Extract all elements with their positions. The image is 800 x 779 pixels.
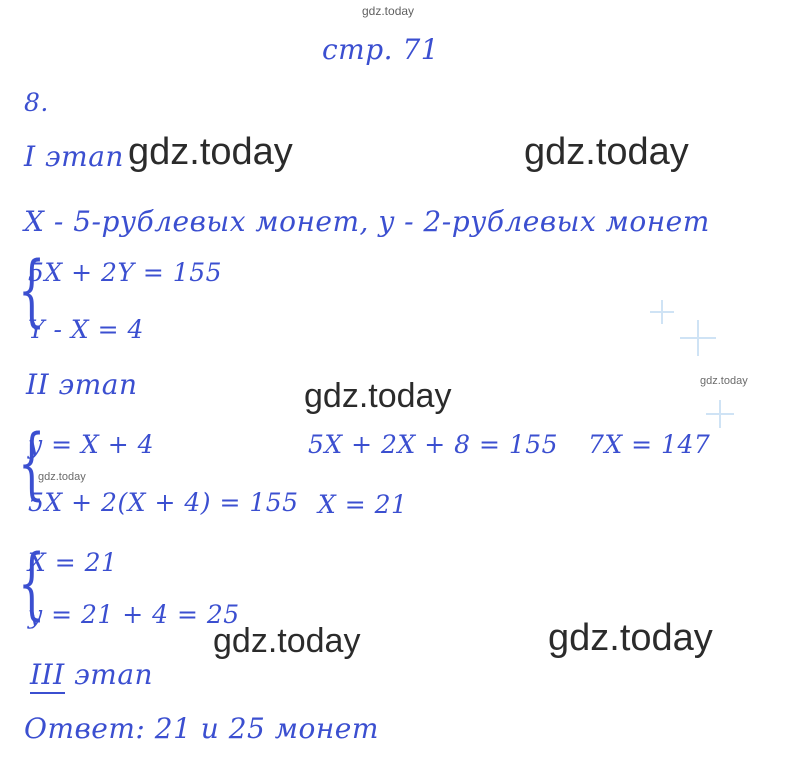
page-label: стр. 71 bbox=[322, 33, 440, 66]
stage-2-work-step: X = 21 bbox=[318, 490, 408, 519]
stage-2-equation: y = X + 4 bbox=[28, 430, 155, 459]
decorative-plus-icon bbox=[706, 400, 734, 428]
stage-1-declaration: X - 5-рублевых монет, y - 2-рублевых монет bbox=[24, 205, 710, 238]
watermark: gdz.today bbox=[213, 622, 361, 660]
stage-1-equation: 5X + 2Y = 155 bbox=[28, 258, 223, 287]
stage-3-roman-numeral: III bbox=[30, 658, 65, 694]
watermark: gdz.today bbox=[524, 131, 689, 173]
decorative-plus-icon bbox=[680, 320, 716, 356]
watermark: gdz.today bbox=[548, 617, 713, 659]
stage-2-title: II этап bbox=[26, 368, 138, 401]
watermark: gdz.today bbox=[304, 377, 452, 415]
stage-2-result: X = 21 bbox=[28, 548, 118, 577]
stage-2-work-step: 5X + 2X + 8 = 155 bbox=[308, 430, 559, 459]
system-brace: { bbox=[18, 246, 46, 336]
stage-2-work-step: 7X = 147 bbox=[588, 430, 711, 459]
stage-2-equation: 5X + 2(X + 4) = 155 bbox=[28, 488, 299, 517]
watermark: gdz.today bbox=[38, 471, 86, 483]
task-number: 8. bbox=[24, 88, 49, 117]
stage-1-title: I этап bbox=[24, 140, 124, 173]
decorative-plus-icon bbox=[650, 300, 674, 324]
watermark: gdz.today bbox=[700, 375, 748, 387]
system-brace: { bbox=[18, 539, 46, 629]
watermark: gdz.today bbox=[128, 131, 293, 173]
system-brace: { bbox=[18, 419, 46, 509]
stage-2-result: y = 21 + 4 = 25 bbox=[28, 600, 240, 629]
watermark: gdz.today bbox=[362, 4, 415, 18]
final-answer: Ответ: 21 и 25 монет bbox=[24, 712, 379, 745]
stage-3-title-text: этап bbox=[64, 658, 154, 691]
stage-1-equation: Y - X = 4 bbox=[28, 315, 144, 344]
stage-3-title bbox=[30, 658, 153, 691]
